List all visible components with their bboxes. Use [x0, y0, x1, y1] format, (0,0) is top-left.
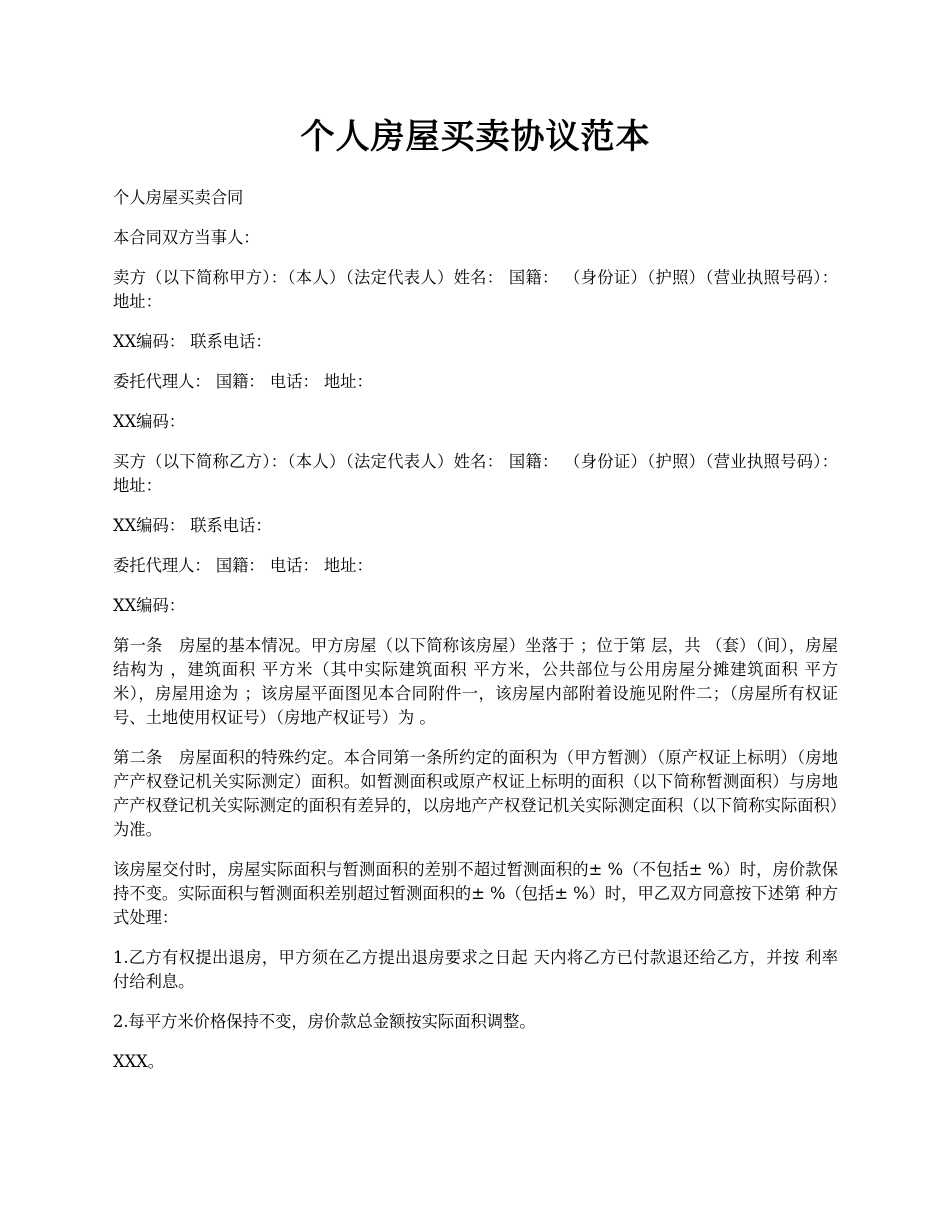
document-title: 个人房屋买卖协议范本: [300, 117, 651, 157]
paragraph-area-difference: 该房屋交付时，房屋实际面积与暂测面积的差别不超过暂测面积的± %（不包括± %）时，房价款保持不变。实际面积与暂测面积差别超过暂测面积的± %（包括± %）时，甲乙双方同意按下述第 种方式处理：: [113, 860, 839, 927]
paragraph-parties-intro: 本合同双方当事人：: [113, 228, 260, 247]
paragraph-seller-contact: XX编码： 联系电话：: [113, 332, 272, 351]
paragraph-seller-info: 卖方（以下简称甲方）：（本人）（法定代表人）姓名： 国籍： （身份证）（护照）（营业执照号码）： 地址：: [113, 268, 838, 311]
paragraph-article-1: 第一条 房屋的基本情况。甲方房屋（以下简称该房屋）坐落于 ；位于第 层，共 （套）（间），房屋结构为 ，建筑面积 平方米（其中实际建筑面积 平方米，公共部位与公用房屋分摊建筑面积 平方米），房屋用途为 ；该房屋平面图见本合同附件一，该房屋内部附着设施见附件二；（房屋所有权证号、土地使用权证号）（房地产权证号）为 。: [113, 636, 838, 727]
paragraph-buyer-info: 买方（以下简称乙方）：（本人）（法定代表人）姓名： 国籍： （身份证）（护照）（营业执照号码）： 地址：: [113, 452, 838, 495]
paragraph-contract-heading: 个人房屋买卖合同: [113, 188, 244, 207]
paragraph-seller-agent-code: XX编码：: [113, 412, 186, 431]
paragraph-option-2: 2.每平方米价格保持不变，房价款总金额按实际面积调整。: [113, 1012, 536, 1031]
paragraph-option-1: 1.乙方有权提出退房，甲方须在乙方提出退房要求之日起 天内将乙方已付款退还给乙方，并按 利率付给利息。: [113, 948, 838, 991]
paragraph-ending: XXX。: [113, 1052, 165, 1071]
paragraph-buyer-agent: 委托代理人： 国籍： 电话： 地址：: [113, 556, 373, 575]
paragraph-article-2: 第二条 房屋面积的特殊约定。本合同第一条所约定的面积为（甲方暂测）（原产权证上标明）（房地产产权登记机关实际测定）面积。如暂测面积或原产权证上标明的面积（以下简称暂测面积）与房地产产权登记机关实际测定的面积有差异的，以房地产产权登记机关实际测定面积（以下简称实际面积）为准。: [113, 748, 838, 839]
paragraph-buyer-agent-code: XX编码：: [113, 596, 186, 615]
paragraph-buyer-contact: XX编码： 联系电话：: [113, 516, 272, 535]
paragraph-seller-agent: 委托代理人： 国籍： 电话： 地址：: [113, 372, 373, 391]
